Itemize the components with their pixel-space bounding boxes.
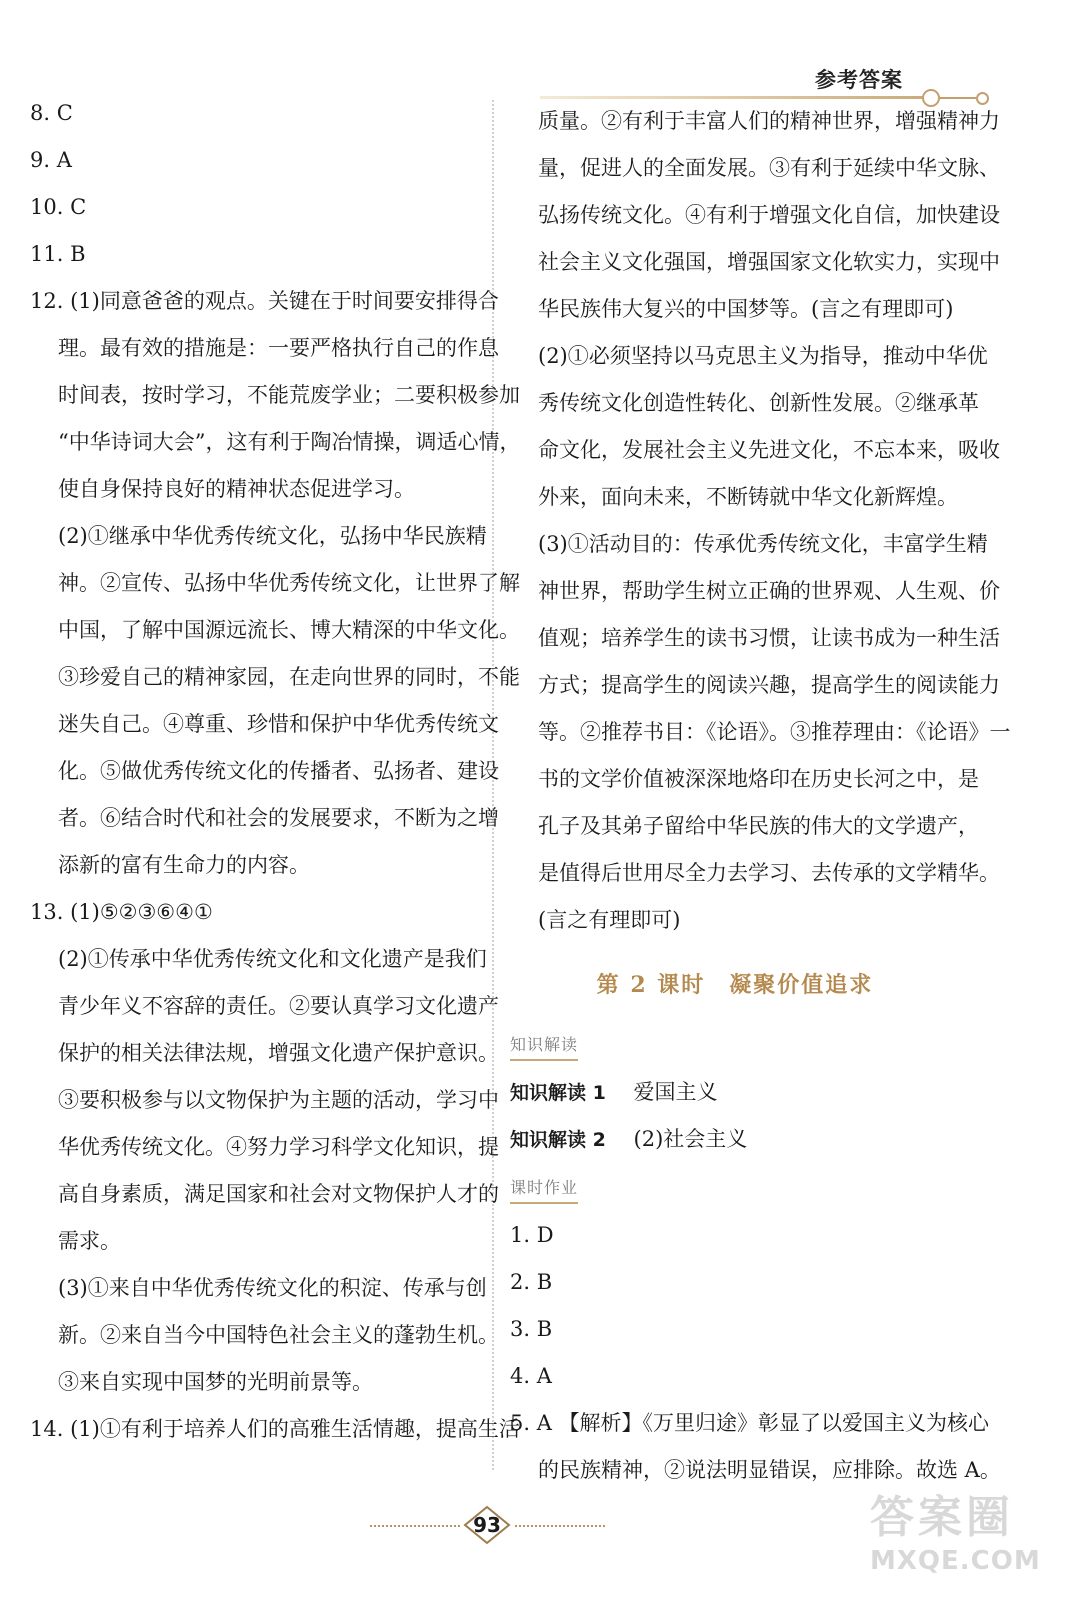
left-line: 青少年义不容辞的责任。②要认真学习文化遗产 (58, 994, 499, 1018)
left-line: ③来自实现中国梦的光明前景等。 (58, 1370, 373, 1394)
left-line: 9. A (30, 148, 72, 172)
knowledge-item-label: 知识解读 2 (510, 1129, 606, 1151)
right-line: (2)①必须坚持以马克思主义为指导，推动中华优 (538, 344, 988, 368)
left-line: 需求。 (58, 1229, 121, 1253)
right-column (510, 98, 1011, 1494)
right-column-answers (510, 98, 1011, 944)
homework-item-continuation: 的民族精神，②说法明显错误，应排除。故选 A。 (538, 1458, 1001, 1482)
right-line: 质量。②有利于丰富人们的精神世界，增强精神力 (538, 109, 1000, 133)
left-line: 14. (1)①有利于培养人们的高雅生活情趣，提高生活 (30, 1417, 520, 1441)
right-line: 书的文学价值被深深地烙印在历史长河之中，是 (538, 767, 979, 791)
left-line: “中华诗词大会”，这有利于陶冶情操，调适心情， (58, 430, 521, 454)
left-line: 8. C (30, 101, 73, 125)
watermark (870, 1490, 1050, 1590)
page-number-text: 93 (473, 1513, 501, 1537)
left-line: 迷失自己。④尊重、珍惜和保护中华优秀传统文 (58, 712, 499, 736)
footer-dots-right (515, 1525, 605, 1527)
knowledge-item-value: 爱国主义 (633, 1080, 718, 1104)
right-line: 方式；提高学生的阅读兴趣，提高学生的阅读能力 (538, 673, 1000, 697)
left-line: 10. C (30, 195, 87, 219)
left-line: 华优秀传统文化。④努力学习科学文化知识，提 (58, 1135, 499, 1159)
homework-label: 课时作业 (510, 1168, 578, 1204)
knowledge-item-value: (2)社会主义 (633, 1127, 748, 1151)
right-line: 社会主义文化强国，增强国家文化软实力，实现中 (538, 250, 1000, 274)
watermark-url: MXQE.COM (870, 1546, 1041, 1576)
header-label: 参考答案 (815, 67, 903, 92)
left-line: 新。②来自当今中国特色社会主义的蓬勃生机。 (58, 1323, 499, 1347)
right-line: (言之有理即可) (538, 908, 681, 932)
right-line: 值观；培养学生的读书习惯，让读书成为一种生活 (538, 626, 1000, 650)
knowledge-item-1 (510, 1069, 960, 1116)
left-line: 使自身保持良好的精神状态促进学习。 (58, 477, 415, 501)
right-line: 神世界，帮助学生树立正确的世界观、人生观、价 (538, 579, 1000, 603)
page-number (463, 1505, 511, 1545)
left-line: 神。②宣传、弘扬中华优秀传统文化，让世界了解 (58, 571, 520, 595)
homework-item: 2. B (510, 1270, 553, 1294)
left-line: 11. B (30, 242, 86, 266)
left-line: ③要积极参与以文物保护为主题的活动，学习中 (58, 1088, 499, 1112)
left-line: 化。⑤做优秀传统文化的传播者、弘扬者、建设 (58, 759, 499, 783)
right-line: 命文化，发展社会主义先进文化，不忘本来，吸收 (538, 438, 1000, 462)
homework-item: 5. A 【解析】《万里归途》彰显了以爱国主义为核心 (510, 1411, 990, 1435)
right-line: 等。②推荐书目：《论语》。③推荐理由：《论语》一 (538, 720, 1011, 744)
left-line: 理。最有效的措施是：一要严格执行自己的作息 (58, 336, 499, 360)
footer-dots-left (370, 1525, 460, 1527)
right-line: 是值得后世用尽全力去学习、去传承的文学精华。 (538, 861, 1000, 885)
left-line: 时间表，按时学习，不能荒废学业；二要积极参加 (58, 383, 520, 407)
right-line: 孔子及其弟子留给中华民族的伟大的文学遗产， (538, 814, 979, 838)
left-line: 者。⑥结合时代和社会的发展要求，不断为之增 (58, 806, 499, 830)
left-line: (2)①传承中华优秀传统文化和文化遗产是我们 (58, 947, 487, 971)
knowledge-label: 知识解读 (510, 1025, 578, 1061)
homework-item: 1. D (510, 1223, 554, 1247)
section-title: 第 2 课时 凝聚价值追求 (596, 972, 874, 998)
right-line: 量，促进人的全面发展。③有利于延续中华文脉、 (538, 156, 1000, 180)
watermark-logo: 答案圈 (870, 1492, 1014, 1543)
left-line: 12. (1)同意爸爸的观点。关键在于时间要安排得合 (30, 289, 499, 313)
right-line: 秀传统文化创造性转化、创新性发展。②继承革 (538, 391, 979, 415)
right-line: 弘扬传统文化。④有利于增强文化自信，加快建设 (538, 203, 1000, 227)
left-line: 中国，了解中国源远流长、博大精深的中华文化。 (58, 618, 520, 642)
right-line: 外来，面向未来，不断铸就中华文化新辉煌。 (538, 485, 958, 509)
left-column (30, 90, 521, 1453)
left-line: 高自身素质，满足国家和社会对文物保护人才的 (58, 1182, 499, 1206)
homework-item: 3. B (510, 1317, 553, 1341)
knowledge-item-2 (510, 1116, 960, 1163)
left-line: ③珍爱自己的精神家园，在走向世界的同时，不能 (58, 665, 520, 689)
left-line: 添新的富有生命力的内容。 (58, 853, 310, 877)
knowledge-item-label: 知识解读 1 (510, 1082, 606, 1104)
left-line: 保护的相关法律法规，增强文化遗产保护意识。 (58, 1041, 499, 1065)
left-line: 13. (1)⑤②③⑥④① (30, 900, 213, 924)
left-line: (3)①来自中华优秀传统文化的积淀、传承与创 (58, 1276, 487, 1300)
left-line: (2)①继承中华优秀传统文化，弘扬中华民族精 (58, 524, 487, 548)
homework-item: 4. A (510, 1364, 552, 1388)
right-line: 华民族伟大复兴的中国梦等。(言之有理即可) (538, 297, 954, 321)
right-line: (3)①活动目的：传承优秀传统文化，丰富学生精 (538, 532, 988, 556)
